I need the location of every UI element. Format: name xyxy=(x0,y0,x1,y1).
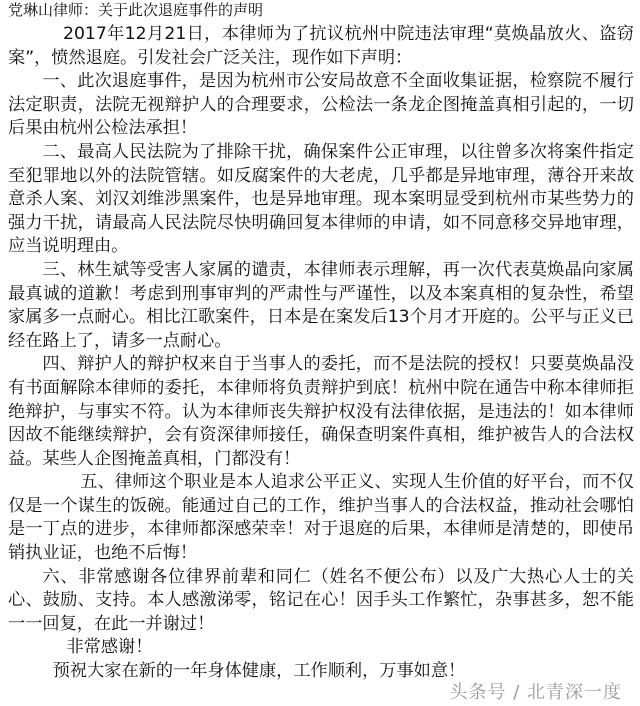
intro-paragraph: 2017年12月21日，本律师为了抗议杭州中院违法审理“莫焕晶放火、盗窃案”，愤然退庭。引发社会广泛关注，现作如下声明： xyxy=(8,24,634,68)
point-3-paragraph: 三、林生斌等受害人家属的谴责，本律师表示理解，再一次代表莫焕晶向家属最真诚的道歉！考虑到刑事审判的严肃性与严谨性，以及本案真相的复杂性，希望家属多一点耐心。相比江歌案件，日本是在案发后13个月才开庭的。公平与正义已经在路上了，请多一点耐心。 xyxy=(8,259,634,351)
document-title: 党琳山律师：关于此次退庭事件的声明 xyxy=(8,1,264,19)
point-5-paragraph: 五、律师这个职业是本人追求公平正义、实现人生价值的好平台，而不仅仅是一个谋生的饭碗。能通过自己的工作，维护当事人的合法权益，推动社会哪怕是一丁点的进步，本律师都深感荣幸！对于退庭的后果，本律师是清楚的，即使吊销执业证，也绝不后悔！ xyxy=(8,472,634,564)
source-watermark: 头条号 / 北青深一度 xyxy=(449,682,622,703)
closing-thanks: 非常感谢！ xyxy=(66,637,153,658)
point-1-paragraph: 一、此次退庭事件，是因为杭州市公安局故意不全面收集证据，检察院不履行法定职责，法院无视辩护人的合理要求，公检法一条龙企图掩盖真相引起的，一切后果由杭州公检法承担！ xyxy=(8,71,634,139)
point-2-paragraph: 二、最高人民法院为了排除干扰，确保案件公正审理，以往曾多次将案件指定至犯罪地以外的法院管辖。如反腐案件的大老虎，几乎都是异地审理，薄谷开来故意杀人案、刘汉刘维涉黑案件，也是异地审理。现本案明显受到杭州市某些势力的强力干扰，请最高人民法院尽快明确回复本律师的申请，如不同意移交异地审理，应当说明理由。 xyxy=(8,141,634,257)
closing-wishes: 预祝大家在新的一年身体健康，工作顺利，万事如意！ xyxy=(52,661,466,682)
point-6-paragraph: 六、非常感谢各位律界前辈和同仁（姓名不便公布）以及广大热心人士的关心、鼓励、支持。本人感激涕零，铭记在心！因手头工作繁忙，杂事甚多，恕不能一一回复，在此一并谢过！ xyxy=(8,566,634,634)
point-4-paragraph: 四、辩护人的辩护权来自于当事人的委托，而不是法院的授权！只要莫焕晶没有书面解除本律师的委托，本律师将负责辩护到底！杭州中院在通告中称本律师拒绝辩护，与事实不符。认为本律师丧失辩护权没有法律依据，是违法的！如本律师因故不能继续辩护，会有资深律师接任，确保查明案件真相，维护被告人的合法权益。某些人企图掩盖真相，门都没有！ xyxy=(8,354,634,469)
